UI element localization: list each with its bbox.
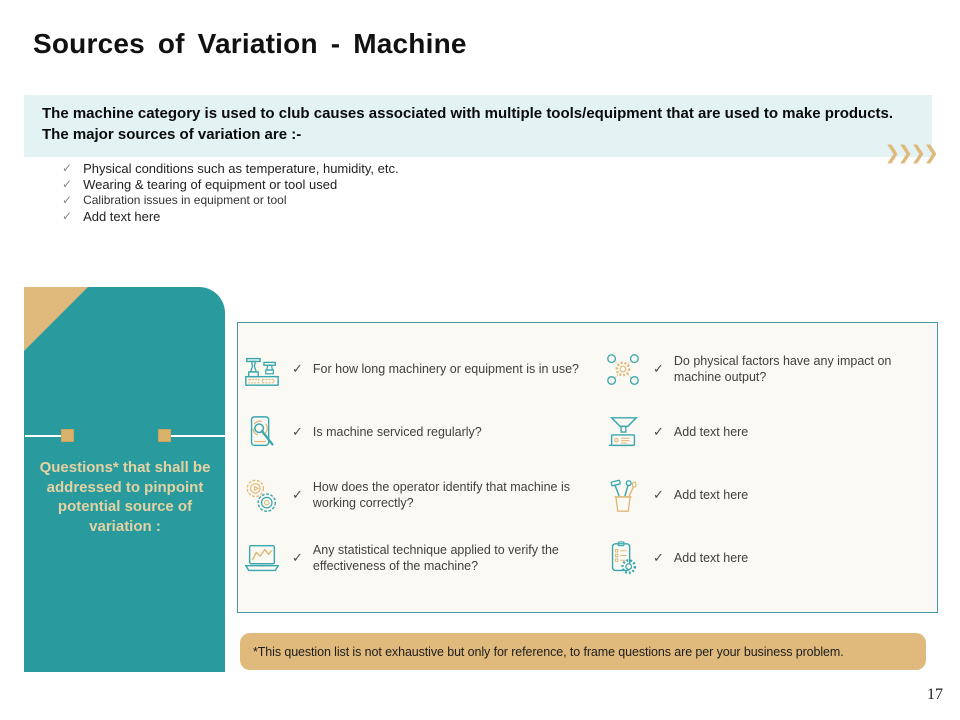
question-text: Add text here [673, 424, 749, 439]
bullet-text: Physical conditions such as temperature, humidity, etc. [83, 161, 399, 176]
tools-pot-icon [603, 476, 643, 516]
question-text: For how long machinery or equipment is in use? [312, 361, 580, 376]
page-title: Sources of Variation - Machine [33, 28, 467, 59]
factors-network-icon [603, 350, 643, 390]
question-item [603, 464, 933, 527]
bullet-list [62, 161, 399, 225]
question-text: Is machine serviced regularly? [312, 424, 482, 439]
intro-text: The machine category is used to club causes associated with multiple tools/equipment that are used to make products. The major sources of variation are :- [42, 105, 894, 143]
bullet-text: Wearing & tearing of equipment or tool used [83, 177, 338, 192]
check-icon: ✓ [653, 362, 664, 377]
question-text: Add text here [673, 487, 749, 502]
decorative-line-right [171, 435, 225, 437]
question-item [242, 338, 598, 401]
check-icon: ✓ [292, 488, 303, 503]
question-text: Any statistical technique applied to verify the effectiveness of the machine? [312, 543, 559, 573]
questions-column-right [603, 338, 933, 590]
panel-heading: Questions* that shall be addressed to pinpoint potential source of variation : [39, 459, 211, 535]
page-number: 17 [927, 686, 943, 703]
checklist-gear-icon [603, 539, 643, 579]
bullet-item [62, 177, 399, 193]
bullet-item [62, 209, 399, 225]
check-icon: ✓ [62, 177, 73, 191]
check-icon: ✓ [62, 161, 73, 175]
bullet-item [62, 193, 399, 209]
corner-triangle [24, 287, 88, 351]
question-item [603, 338, 933, 401]
check-icon: ✓ [292, 425, 303, 440]
chevrons-icon: ❯❯❯❯ [884, 142, 936, 164]
service-wrench-icon [242, 413, 282, 453]
question-item [242, 401, 598, 464]
question-item [242, 464, 598, 527]
check-icon: ✓ [62, 193, 73, 207]
bullet-text: Add text here [83, 209, 161, 224]
statistics-laptop-icon [242, 539, 282, 579]
intro-box [24, 95, 936, 164]
question-item [603, 527, 933, 590]
question-text: Do physical factors have any impact on machine output? [673, 354, 892, 384]
decorative-square [158, 429, 171, 442]
check-icon: ✓ [653, 425, 664, 440]
questions-box [237, 322, 938, 613]
decorative-line-left [25, 435, 65, 437]
check-icon: ✓ [653, 551, 664, 566]
check-icon: ✓ [292, 551, 303, 566]
questions-column-left [242, 338, 598, 590]
press-machine-icon [242, 350, 282, 390]
question-item [603, 401, 933, 464]
question-text: Add text here [673, 550, 749, 565]
operator-gears-icon [242, 476, 282, 516]
question-text: How does the operator identify that machine is working correctly? [312, 480, 570, 510]
bullet-text: Calibration issues in equipment or tool [83, 193, 287, 207]
check-icon: ✓ [62, 209, 73, 223]
decorative-square [61, 429, 74, 442]
question-item [242, 527, 598, 590]
footnote-bar [240, 633, 926, 670]
funnel-machine-icon [603, 413, 643, 453]
check-icon: ✓ [292, 362, 303, 377]
bullet-item [62, 161, 399, 177]
footnote-text: *This question list is not exhaustive but only for reference, to frame questions are per your business problem. [253, 644, 844, 659]
check-icon: ✓ [653, 488, 664, 503]
